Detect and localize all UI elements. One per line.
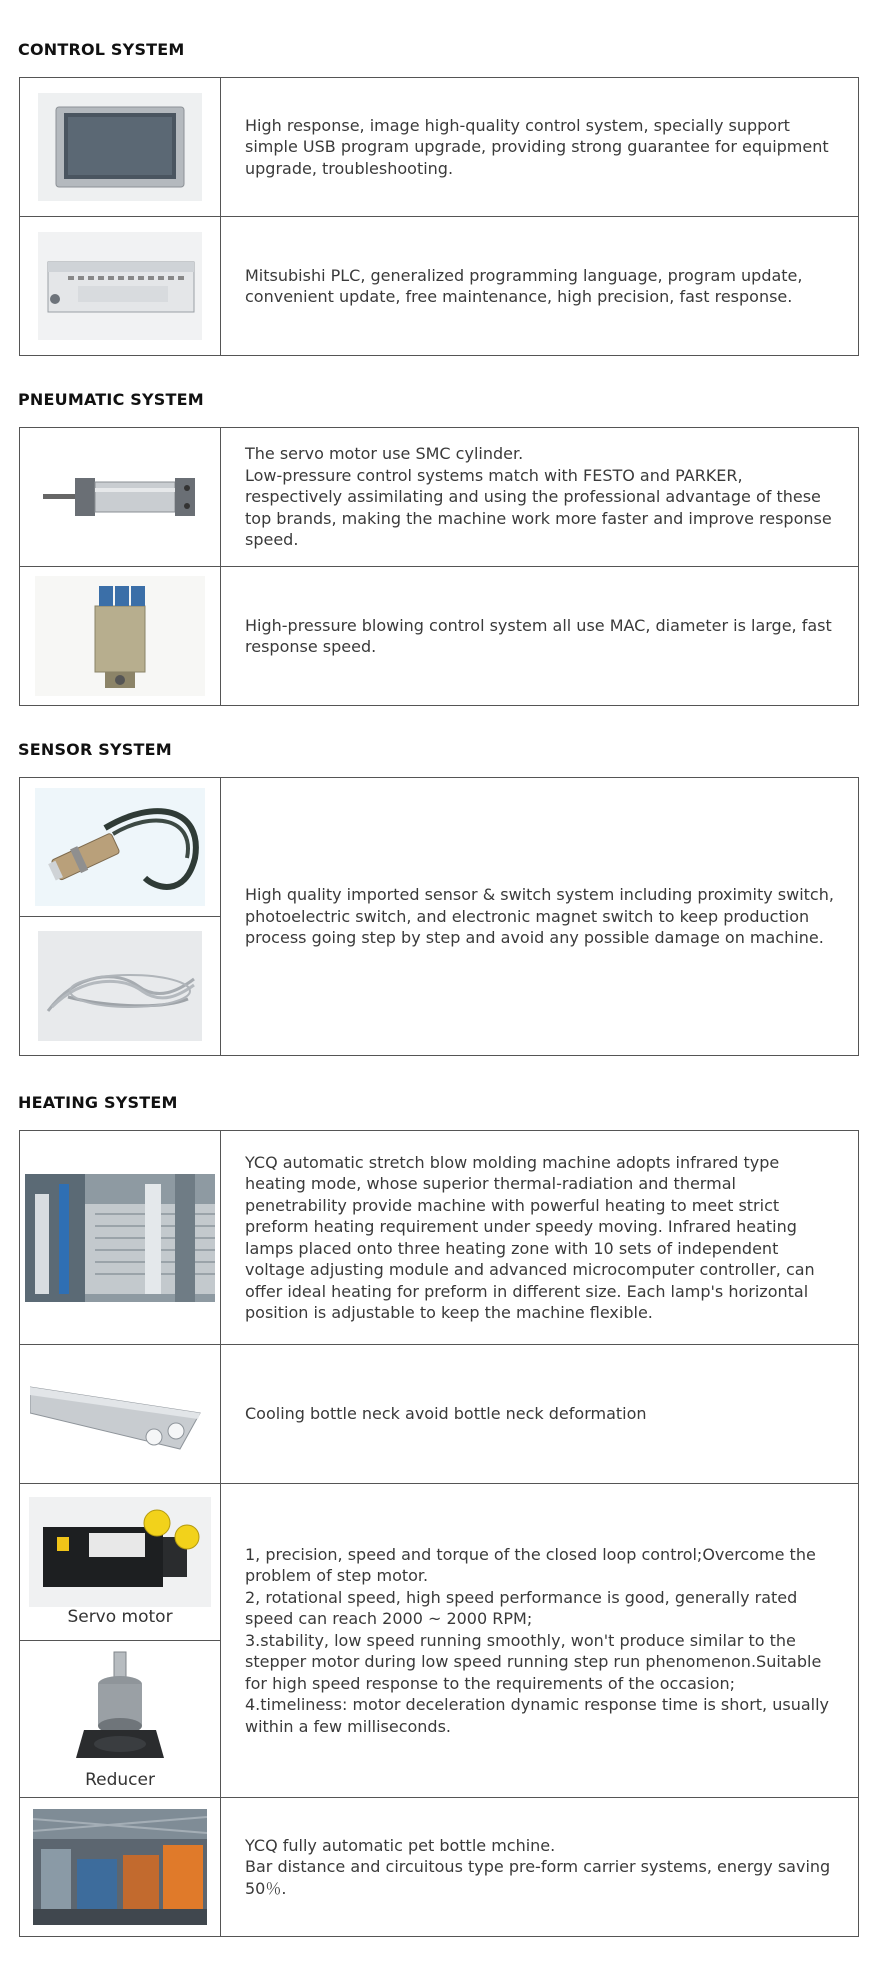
servo-motor-image — [29, 1497, 211, 1607]
pneumatic-system-table — [19, 427, 859, 706]
heating-desc-3 — [221, 1484, 859, 1798]
servo-point-2: 2, rotational speed, high speed performance is good, generally rated speed can reach 2000 ~ 2000 RPM; — [245, 1587, 798, 1629]
control-desc-1: High response, image high-quality control system, specially support simple USB program upgrade, providing strong guarantee for equipment upgrade, troubleshooting. — [221, 78, 859, 217]
control-desc-2: Mitsubishi PLC, generalized programming language, program update, convenient update, free maintenance, high precision, fast response. — [221, 217, 859, 356]
servo-point-1: 1, precision, speed and torque of the closed loop control;Overcome the problem of step motor. — [245, 1544, 816, 1586]
servo-point-3: 3.stability, low speed running smoothly, won't produce similar to the stepper motor during low speed running step run phenomenon.Suitable for high speed response to the requirements of the occasion; — [245, 1630, 822, 1693]
image-cell — [20, 1484, 221, 1641]
pneumatic-desc-2: High-pressure blowing control system all use MAC, diameter is large, fast response speed. — [221, 567, 859, 706]
image-cell — [20, 567, 221, 706]
factory-machine-image — [33, 1809, 207, 1925]
pneumatic-cylinder-image — [35, 442, 205, 552]
proximity-sensor-image — [35, 788, 205, 906]
sensor-desc: High quality imported sensor & switch system including proximity switch, photoelectric switch, and electronic magnet switch to keep production process going step by step and avoid any possible damage on machine. — [221, 778, 859, 1056]
control-system-table — [19, 77, 859, 356]
reducer-figure — [20, 1648, 220, 1790]
touch-panel-image — [38, 93, 202, 201]
image-cell — [20, 1345, 221, 1484]
solenoid-valve-image — [35, 576, 205, 696]
servo-motor-caption: Servo motor — [67, 1607, 173, 1627]
factory-line-1: YCQ fully automatic pet bottle mchine. — [245, 1835, 556, 1855]
section-title-control: CONTROL SYSTEM — [18, 40, 185, 59]
factory-line-2: Bar distance and circuitous type pre-form carrier systems, energy saving 50％. — [245, 1857, 831, 1898]
section-title-pneumatic: PNEUMATIC SYSTEM — [18, 390, 204, 409]
cooling-profile-image — [30, 1369, 210, 1459]
servo-motor-figure — [20, 1497, 220, 1627]
image-cell — [20, 78, 221, 217]
image-cell — [20, 428, 221, 567]
heating-system-table — [19, 1130, 859, 1937]
image-cell — [20, 1641, 221, 1798]
image-cell — [20, 778, 221, 917]
reducer-caption: Reducer — [85, 1770, 155, 1790]
plc-image — [38, 232, 202, 340]
section-title-sensor: SENSOR SYSTEM — [18, 740, 172, 759]
servo-point-4: 4.timeliness: motor deceleration dynamic response time is short, usually within a few milliseconds. — [245, 1695, 829, 1736]
heating-desc-4 — [221, 1798, 859, 1937]
pneumatic-desc-1 — [221, 428, 859, 567]
image-cell — [20, 1798, 221, 1937]
heating-desc-1: YCQ automatic stretch blow molding machine adopts infrared type heating mode, whose superior thermal-radiation and thermal penetrability provide machine with powerful heating to meet strict preform heating requirement under speedy moving. Infrared heating lamps placed onto three heating zone with 10 sets of independent voltage adjusting module and advanced microcomputer controller, can offer ideal heating for preform in different size. Each lamp's horizontal position is adjustable to keep the machine flexible. — [221, 1131, 859, 1345]
image-cell — [20, 917, 221, 1056]
section-title-heating: HEATING SYSTEM — [18, 1093, 178, 1112]
sensor-system-table — [19, 777, 859, 1056]
image-cell — [20, 1131, 221, 1345]
image-cell — [20, 217, 221, 356]
reducer-image — [60, 1648, 180, 1770]
sensor-cable-image — [38, 931, 202, 1041]
pneumatic-line-2: Low-pressure control systems match with FESTO and PARKER, respectively assimilating and using the professional advantage of these top brands, making the machine work more faster and improve response speed. — [245, 465, 832, 550]
pneumatic-line-1: The servo motor use SMC cylinder. — [245, 444, 524, 464]
infrared-heater-image — [25, 1174, 215, 1302]
heating-desc-2: Cooling bottle neck avoid bottle neck deformation — [221, 1345, 859, 1484]
